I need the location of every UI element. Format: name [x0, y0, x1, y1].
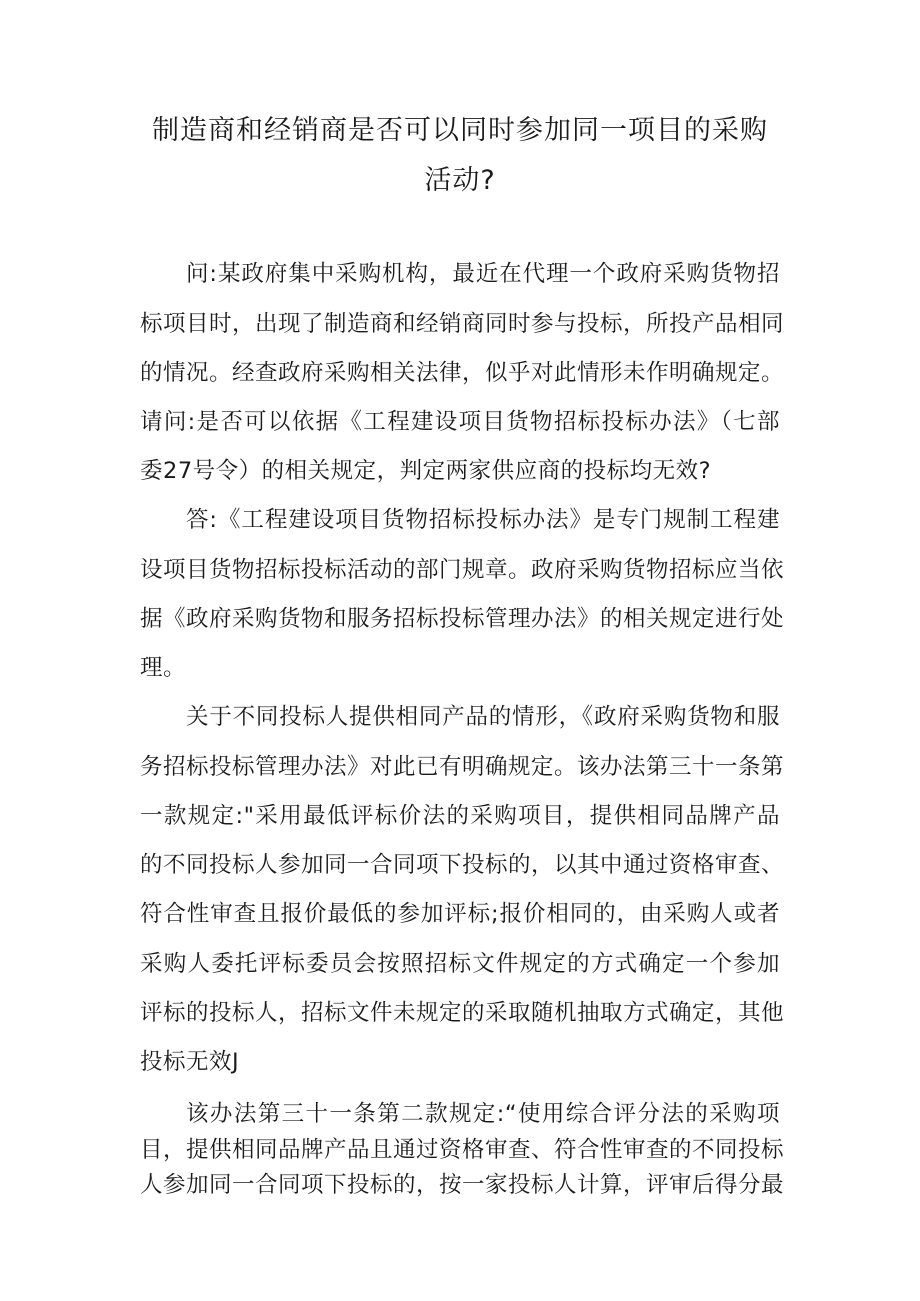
paragraph-body-line: 的不同投标人参加同一合同项下投标的，以其中通过资格审查、	[140, 852, 785, 878]
paragraph-body-line: 采购人委托评标委员会按照招标文件规定的方式确定一个参加	[140, 951, 780, 977]
paragraph-question-line: 标项目时，出现了制造商和经销商同时参与投标，所投产品相同	[140, 311, 785, 337]
paragraph-question-line: 的情况。经查政府采购相关法律，似乎对此情形未作明确规定。	[140, 360, 785, 386]
paragraph-body-line: 务招标投标管理办法》对此已有明确规定。该办法第三十一条第	[140, 754, 785, 780]
paragraph-body-line: 关于不同投标人提供相同产品的情形，《政府采购货物和服	[186, 704, 780, 730]
paragraph-body-line: 该办法第三十一条第二款规定:“使用综合评分法的采购项	[186, 1101, 780, 1127]
document-title-line-2: 活动?	[424, 165, 496, 196]
paragraph-body-line: 目，提供相同品牌产品且通过资格审查、符合性审查的不同投标	[140, 1137, 785, 1163]
paragraph-body-line: 符合性审查且报价最低的参加评标;报价相同的，由采购人或者	[140, 901, 780, 927]
paragraph-answer-line: 据《政府采购货物和服务招标投标管理办法》的相关规定进行处	[140, 606, 785, 632]
paragraph-body-line: 一款规定:"采用最低评标价法的采购项目，提供相同品牌产品	[140, 803, 780, 829]
paragraph-question-line: 问:某政府集中采购机构，最近在代理一个政府采购货物招	[186, 261, 780, 287]
paragraph-answer-line: 设项目货物招标投标活动的部门规章。政府采购货物招标应当依	[140, 557, 785, 583]
paragraph-body-line: 人参加同一合同项下投标的，按一家投标人计算，评审后得分最	[140, 1172, 785, 1198]
paragraph-question-line: 请问:是否可以依据《工程建设项目货物招标投标办法》（七部	[140, 409, 780, 435]
paragraph-answer-line: 理。	[140, 655, 187, 681]
paragraph-question-line: 委27号令）的相关规定，判定两家供应商的投标均无效?	[140, 458, 712, 484]
paragraph-body-line: 评标的投标人，招标文件未规定的采取随机抽取方式确定，其他	[140, 1000, 785, 1026]
document-title-line-1: 制造商和经销商是否可以同时参加同一项目的采购	[152, 115, 768, 146]
paragraph-answer-line: 答:《工程建设项目货物招标投标办法》是专门规制工程建	[186, 507, 780, 533]
paragraph-body-line: 投标无效J	[140, 1049, 240, 1075]
